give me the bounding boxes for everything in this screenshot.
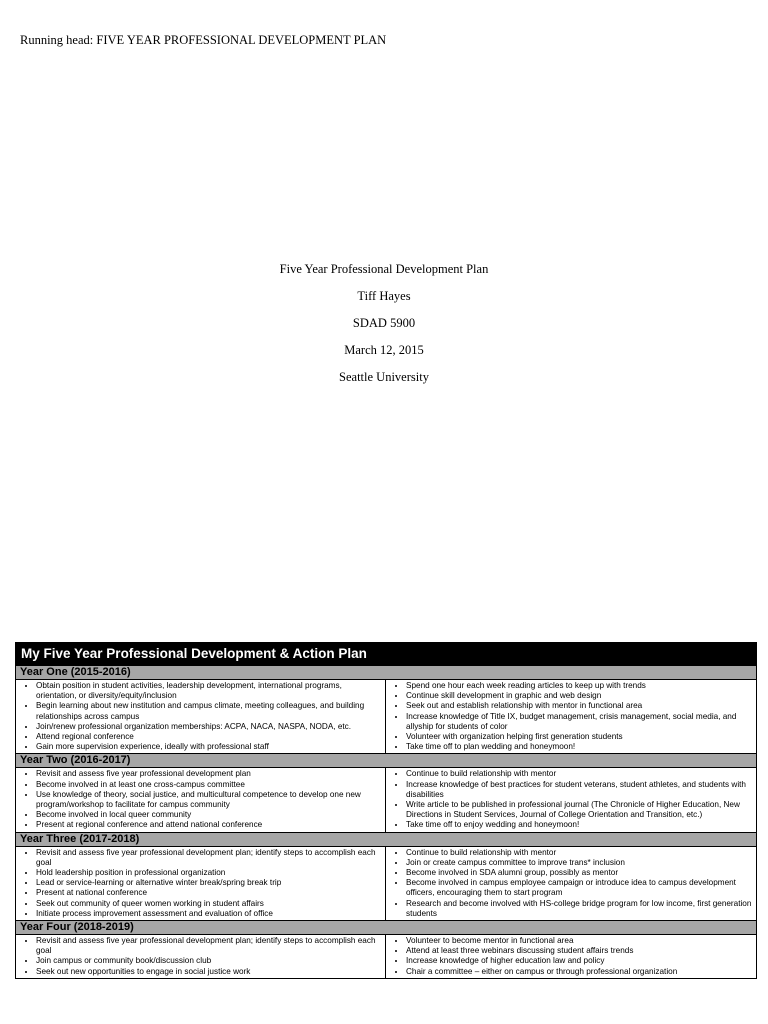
goal-item: • Become involved in campus employee campaign or introduce idea to campus development officers, encouraging them to start program [406, 878, 754, 898]
plan-heading: My Five Year Professional Development & Action Plan [16, 643, 756, 665]
goal-item: • Write article to be published in professional journal (The Chronicle of Higher Education, New Directions in Student Services, Journal of College Orientation and Transition, etc.) [406, 800, 754, 820]
year-goals-row [16, 935, 756, 978]
goal-item: • Seek out community of queer women working in student affairs [36, 899, 383, 909]
year-heading: Year Four (2018-2019) [16, 920, 756, 935]
goals-column-left [16, 680, 386, 753]
goals-column-right [386, 680, 756, 753]
goal-item: • Join or create campus committee to improve trans* inclusion [406, 858, 754, 868]
plan-years [16, 665, 756, 978]
goal-item: • Revisit and assess five year professional development plan [36, 769, 383, 779]
goals-list [16, 936, 383, 977]
goal-item: • Revisit and assess five year professional development plan; identify steps to accomplish each goal [36, 936, 383, 956]
goals-column-right [386, 768, 756, 831]
goal-item: • Join campus or community book/discussion club [36, 956, 383, 966]
year-heading: Year Two (2016-2017) [16, 753, 756, 768]
goal-item: • Take time off to plan wedding and honeymoon! [406, 742, 754, 752]
goal-item: • Become involved in local queer community [36, 810, 383, 820]
goals-column-left [16, 768, 386, 831]
goal-item: • Lead or service-learning or alternative winter break/spring break trip [36, 878, 383, 888]
course-code: SDAD 5900 [352, 316, 416, 330]
goal-item: • Take time off to enjoy wedding and honeymoon! [406, 820, 754, 830]
goal-item: • Spend one hour each week reading articles to keep up with trends [406, 681, 754, 691]
goal-item: • Attend at least three webinars discussing student affairs trends [406, 946, 754, 956]
goals-list [16, 681, 383, 752]
goal-item: • Volunteer with organization helping first generation students [406, 732, 754, 742]
goal-item: • Continue to build relationship with mentor [406, 848, 754, 858]
goal-item: • Obtain position in student activities, leadership development, international programs, orientation, or diversity/equity/inclusion [36, 681, 383, 701]
goals-list [386, 769, 754, 830]
author-name: Tiff Hayes [357, 289, 411, 303]
goal-item: • Research and become involved with HS-college bridge program for low income, first generation students [406, 899, 754, 919]
goal-item: • Begin learning about new institution and campus climate, meeting colleagues, and building relationships across campus [36, 701, 383, 721]
action-plan-table [15, 642, 757, 979]
goals-column-right [386, 847, 756, 920]
goal-item: • Volunteer to become mentor in functional area [406, 936, 754, 946]
goals-list [16, 848, 383, 919]
goal-item: • Seek out new opportunities to engage in social justice work [36, 967, 383, 977]
goal-item: • Attend regional conference [36, 732, 383, 742]
goal-item: • Continue skill development in graphic and web design [406, 691, 754, 701]
goal-item: • Initiate process improvement assessment and evaluation of office [36, 909, 383, 919]
goal-item: • Revisit and assess five year professional development plan; identify steps to accomplish each goal [36, 848, 383, 868]
year-heading: Year One (2015-2016) [16, 665, 756, 680]
goal-item: • Become involved in at least one cross-campus committee [36, 780, 383, 790]
goal-item: • Use knowledge of theory, social justice, and multicultural competence to develop one new program/workshop to facilitate for campus community [36, 790, 383, 810]
year-heading: Year Three (2017-2018) [16, 832, 756, 847]
goal-item: • Seek out and establish relationship with mentor in functional area [406, 701, 754, 711]
goals-column-left [16, 847, 386, 920]
document-date: March 12, 2015 [344, 343, 424, 357]
goal-item: • Increase knowledge of best practices for student veterans, student athletes, and students with disabilities [406, 780, 754, 800]
goal-item: • Join/renew professional organization memberships: ACPA, NACA, NASPA, NODA, etc. [36, 722, 383, 732]
goal-item: • Continue to build relationship with mentor [406, 769, 754, 779]
goals-column-left [16, 935, 386, 978]
goal-item: • Chair a committee – either on campus or through professional organization [406, 967, 754, 977]
title-block [0, 261, 768, 396]
goal-item: • Present at regional conference and attend national conference [36, 820, 383, 830]
institution-name: Seattle University [339, 370, 429, 384]
goals-column-right [386, 935, 756, 978]
goals-list [16, 769, 383, 830]
goals-list [386, 848, 754, 919]
goals-list [386, 936, 754, 977]
goal-item: • Become involved in SDA alumni group, possibly as mentor [406, 868, 754, 878]
year-goals-row [16, 847, 756, 920]
goals-list [386, 681, 754, 752]
goal-item: • Present at national conference [36, 888, 383, 898]
goal-item: • Hold leadership position in professional organization [36, 868, 383, 878]
goal-item: • Increase knowledge of higher education law and policy [406, 956, 754, 966]
year-goals-row [16, 680, 756, 753]
document-title: Five Year Professional Development Plan [279, 262, 489, 276]
goal-item: • Gain more supervision experience, ideally with professional staff [36, 742, 383, 752]
goal-item: • Increase knowledge of Title IX, budget management, crisis management, social media, and allyship for students of color [406, 712, 754, 732]
running-head: Running head: FIVE YEAR PROFESSIONAL DEVELOPMENT PLAN [20, 33, 387, 47]
year-goals-row [16, 768, 756, 831]
